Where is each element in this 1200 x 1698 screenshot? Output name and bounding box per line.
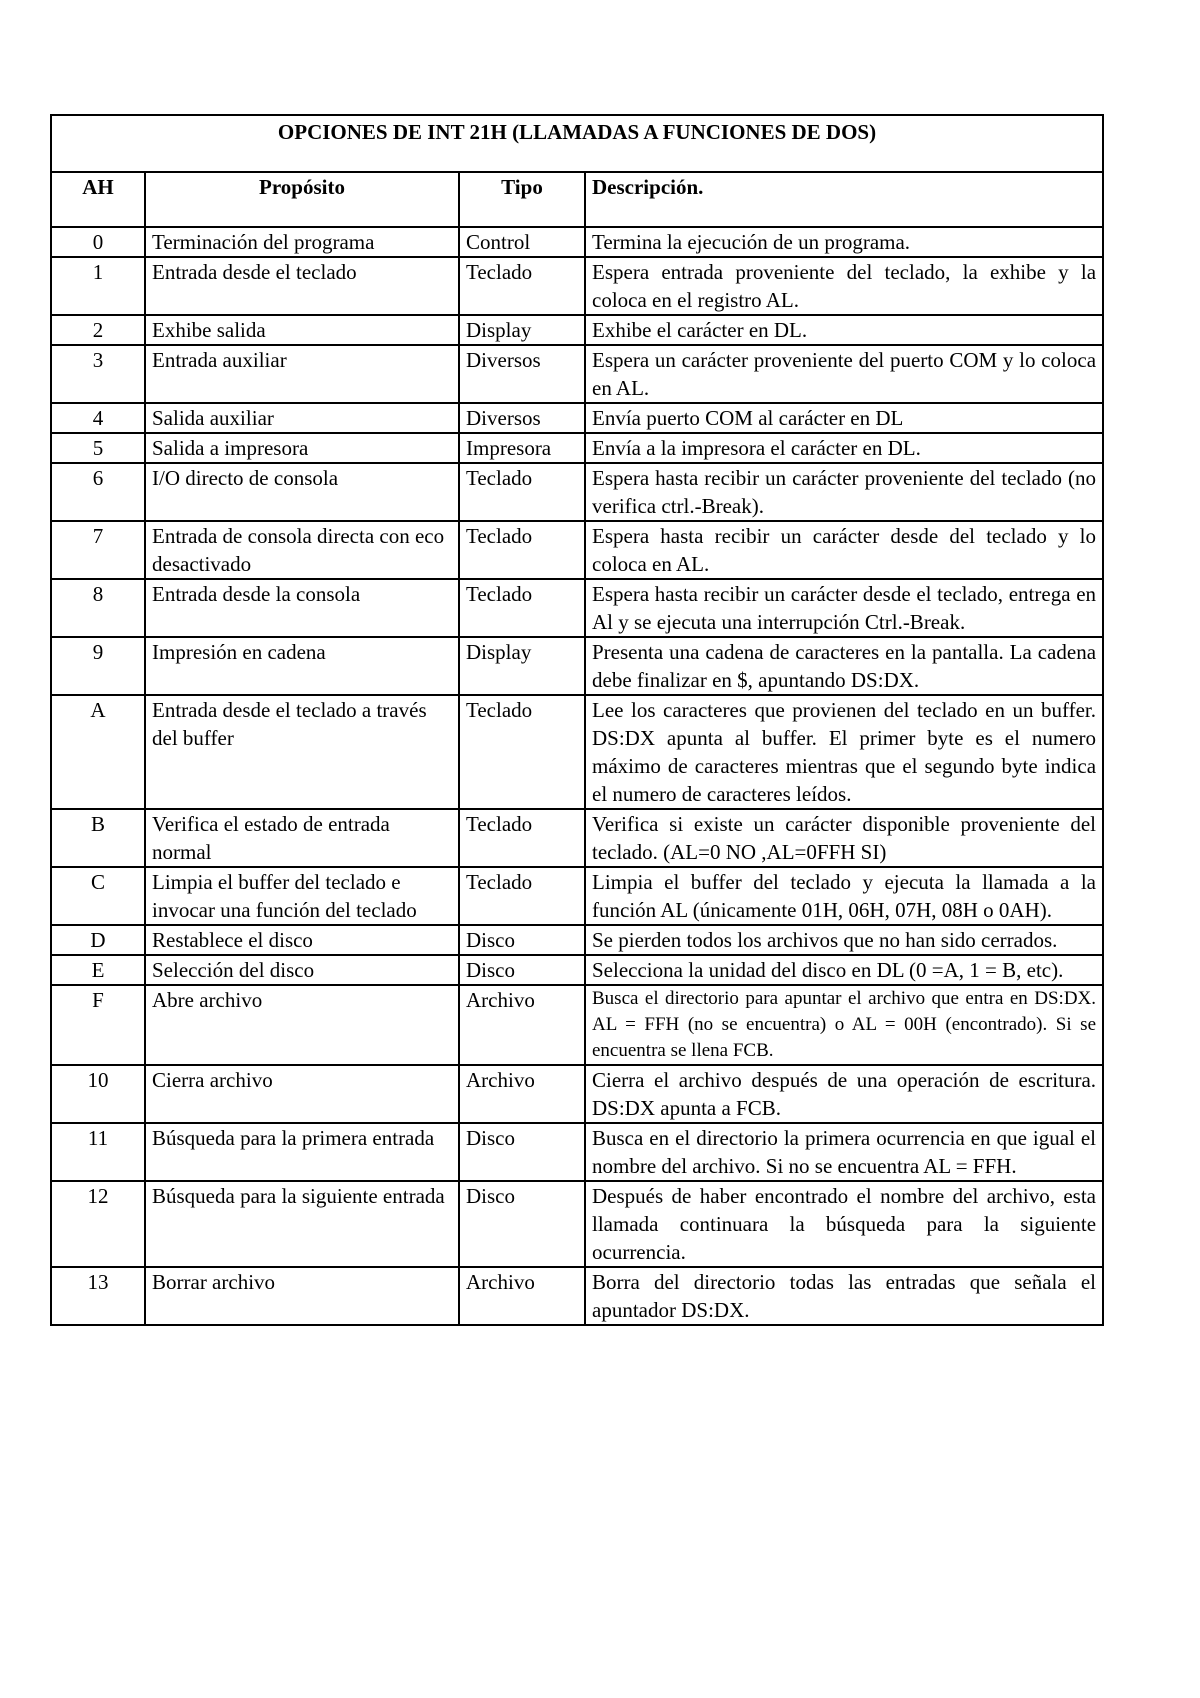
cell-tipo: Display xyxy=(459,637,585,695)
table-row xyxy=(51,433,1103,463)
cell-tipo: Disco xyxy=(459,925,585,955)
table-row xyxy=(51,227,1103,257)
table-row xyxy=(51,521,1103,579)
header-row xyxy=(51,172,1103,227)
cell-proposito: Abre archivo xyxy=(145,985,459,1065)
cell-proposito: Cierra archivo xyxy=(145,1065,459,1123)
cell-tipo: Archivo xyxy=(459,1267,585,1325)
cell-proposito: Restablece el disco xyxy=(145,925,459,955)
cell-tipo: Teclado xyxy=(459,579,585,637)
cell-tipo: Disco xyxy=(459,1123,585,1181)
table-row xyxy=(51,1123,1103,1181)
cell-ah: 9 xyxy=(51,637,145,695)
cell-ah: E xyxy=(51,955,145,985)
cell-descripcion: Espera un carácter proveniente del puerto COM y lo coloca en AL. xyxy=(585,345,1103,403)
cell-descripcion: Verifica si existe un carácter disponible proveniente del teclado. (AL=0 NO ,AL=0FFH SI) xyxy=(585,809,1103,867)
cell-descripcion: Espera hasta recibir un carácter desde el teclado, entrega en Al y se ejecuta una interrupción Ctrl.-Break. xyxy=(585,579,1103,637)
cell-descripcion: Borra del directorio todas las entradas que señala el apuntador DS:DX. xyxy=(585,1267,1103,1325)
cell-proposito: I/O directo de consola xyxy=(145,463,459,521)
cell-descripcion: Envía puerto COM al carácter en DL xyxy=(585,403,1103,433)
table-row xyxy=(51,695,1103,809)
table-row xyxy=(51,315,1103,345)
cell-proposito: Entrada desde el teclado xyxy=(145,257,459,315)
cell-ah: F xyxy=(51,985,145,1065)
cell-proposito: Exhibe salida xyxy=(145,315,459,345)
cell-tipo: Impresora xyxy=(459,433,585,463)
cell-descripcion: Se pierden todos los archivos que no han sido cerrados. xyxy=(585,925,1103,955)
cell-proposito: Verifica el estado de entrada normal xyxy=(145,809,459,867)
cell-tipo: Teclado xyxy=(459,257,585,315)
cell-descripcion: Presenta una cadena de caracteres en la pantalla. La cadena debe finalizar en $, apuntando DS:DX. xyxy=(585,637,1103,695)
int21h-table xyxy=(50,114,1104,1326)
cell-ah: 11 xyxy=(51,1123,145,1181)
cell-descripcion: Lee los caracteres que provienen del teclado en un buffer. DS:DX apunta al buffer. El primer byte es el numero máximo de caracteres mientras que el segundo byte indica el numero de caracteres leídos. xyxy=(585,695,1103,809)
title-row xyxy=(51,115,1103,172)
cell-tipo: Teclado xyxy=(459,463,585,521)
cell-ah: 8 xyxy=(51,579,145,637)
cell-tipo: Disco xyxy=(459,1181,585,1267)
table-row xyxy=(51,637,1103,695)
table-row xyxy=(51,1181,1103,1267)
cell-ah: 1 xyxy=(51,257,145,315)
cell-proposito: Borrar archivo xyxy=(145,1267,459,1325)
table-row xyxy=(51,867,1103,925)
cell-tipo: Diversos xyxy=(459,403,585,433)
cell-tipo: Archivo xyxy=(459,985,585,1065)
cell-tipo: Teclado xyxy=(459,867,585,925)
table-row xyxy=(51,403,1103,433)
table-row xyxy=(51,345,1103,403)
cell-descripcion: Termina la ejecución de un programa. xyxy=(585,227,1103,257)
cell-proposito: Salida auxiliar xyxy=(145,403,459,433)
table-row xyxy=(51,955,1103,985)
header-proposito: Propósito xyxy=(145,172,459,227)
cell-ah: 10 xyxy=(51,1065,145,1123)
cell-descripcion: Envía a la impresora el carácter en DL. xyxy=(585,433,1103,463)
cell-ah: 3 xyxy=(51,345,145,403)
cell-tipo: Teclado xyxy=(459,809,585,867)
cell-tipo: Display xyxy=(459,315,585,345)
cell-proposito: Entrada desde la consola xyxy=(145,579,459,637)
table-title: OPCIONES DE INT 21H (LLAMADAS A FUNCIONES DE DOS) xyxy=(51,115,1103,172)
table-row xyxy=(51,463,1103,521)
cell-ah: D xyxy=(51,925,145,955)
table-row xyxy=(51,579,1103,637)
cell-tipo: Control xyxy=(459,227,585,257)
header-ah: AH xyxy=(51,172,145,227)
cell-ah: 13 xyxy=(51,1267,145,1325)
cell-proposito: Limpia el buffer del teclado e invocar una función del teclado xyxy=(145,867,459,925)
cell-proposito: Búsqueda para la siguiente entrada xyxy=(145,1181,459,1267)
table-row xyxy=(51,925,1103,955)
cell-proposito: Entrada desde el teclado a través del buffer xyxy=(145,695,459,809)
cell-descripcion: Cierra el archivo después de una operación de escritura. DS:DX apunta a FCB. xyxy=(585,1065,1103,1123)
cell-descripcion: Limpia el buffer del teclado y ejecuta la llamada a la función AL (únicamente 01H, 06H, 07H, 08H o 0AH). xyxy=(585,867,1103,925)
cell-tipo: Teclado xyxy=(459,521,585,579)
cell-descripcion: Exhibe el carácter en DL. xyxy=(585,315,1103,345)
cell-descripcion: Espera entrada proveniente del teclado, la exhibe y la coloca en el registro AL. xyxy=(585,257,1103,315)
cell-descripcion: Espera hasta recibir un carácter desde del teclado y lo coloca en AL. xyxy=(585,521,1103,579)
cell-descripcion: Después de haber encontrado el nombre del archivo, esta llamada continuara la búsqueda para la siguiente ocurrencia. xyxy=(585,1181,1103,1267)
cell-ah: 12 xyxy=(51,1181,145,1267)
cell-proposito: Terminación del programa xyxy=(145,227,459,257)
header-descripcion: Descripción. xyxy=(585,172,1103,227)
cell-tipo: Archivo xyxy=(459,1065,585,1123)
header-tipo: Tipo xyxy=(459,172,585,227)
cell-proposito: Selección del disco xyxy=(145,955,459,985)
cell-ah: 7 xyxy=(51,521,145,579)
cell-descripcion: Selecciona la unidad del disco en DL (0 =A, 1 = B, etc). xyxy=(585,955,1103,985)
cell-ah: 5 xyxy=(51,433,145,463)
cell-descripcion: Espera hasta recibir un carácter proveniente del teclado (no verifica ctrl.-Break). xyxy=(585,463,1103,521)
cell-ah: 2 xyxy=(51,315,145,345)
cell-proposito: Impresión en cadena xyxy=(145,637,459,695)
cell-proposito: Entrada de consola directa con eco desactivado xyxy=(145,521,459,579)
cell-ah: B xyxy=(51,809,145,867)
document-page xyxy=(50,114,1102,1326)
cell-proposito: Salida a impresora xyxy=(145,433,459,463)
table-row xyxy=(51,1065,1103,1123)
cell-ah: 4 xyxy=(51,403,145,433)
cell-tipo: Disco xyxy=(459,955,585,985)
cell-tipo: Diversos xyxy=(459,345,585,403)
cell-descripcion: Busca el directorio para apuntar el archivo que entra en DS:DX. AL = FFH (no se encuentra) o AL = 00H (encontrado). Si se encuentra se llena FCB. xyxy=(585,985,1103,1065)
table-row xyxy=(51,257,1103,315)
cell-proposito: Búsqueda para la primera entrada xyxy=(145,1123,459,1181)
cell-ah: C xyxy=(51,867,145,925)
cell-tipo: Teclado xyxy=(459,695,585,809)
table-row xyxy=(51,985,1103,1065)
cell-proposito: Entrada auxiliar xyxy=(145,345,459,403)
table-row xyxy=(51,809,1103,867)
cell-ah: 6 xyxy=(51,463,145,521)
cell-ah: 0 xyxy=(51,227,145,257)
table-row xyxy=(51,1267,1103,1325)
cell-ah: A xyxy=(51,695,145,809)
cell-descripcion: Busca en el directorio la primera ocurrencia en que igual el nombre del archivo. Si no se encuentra AL = FFH. xyxy=(585,1123,1103,1181)
